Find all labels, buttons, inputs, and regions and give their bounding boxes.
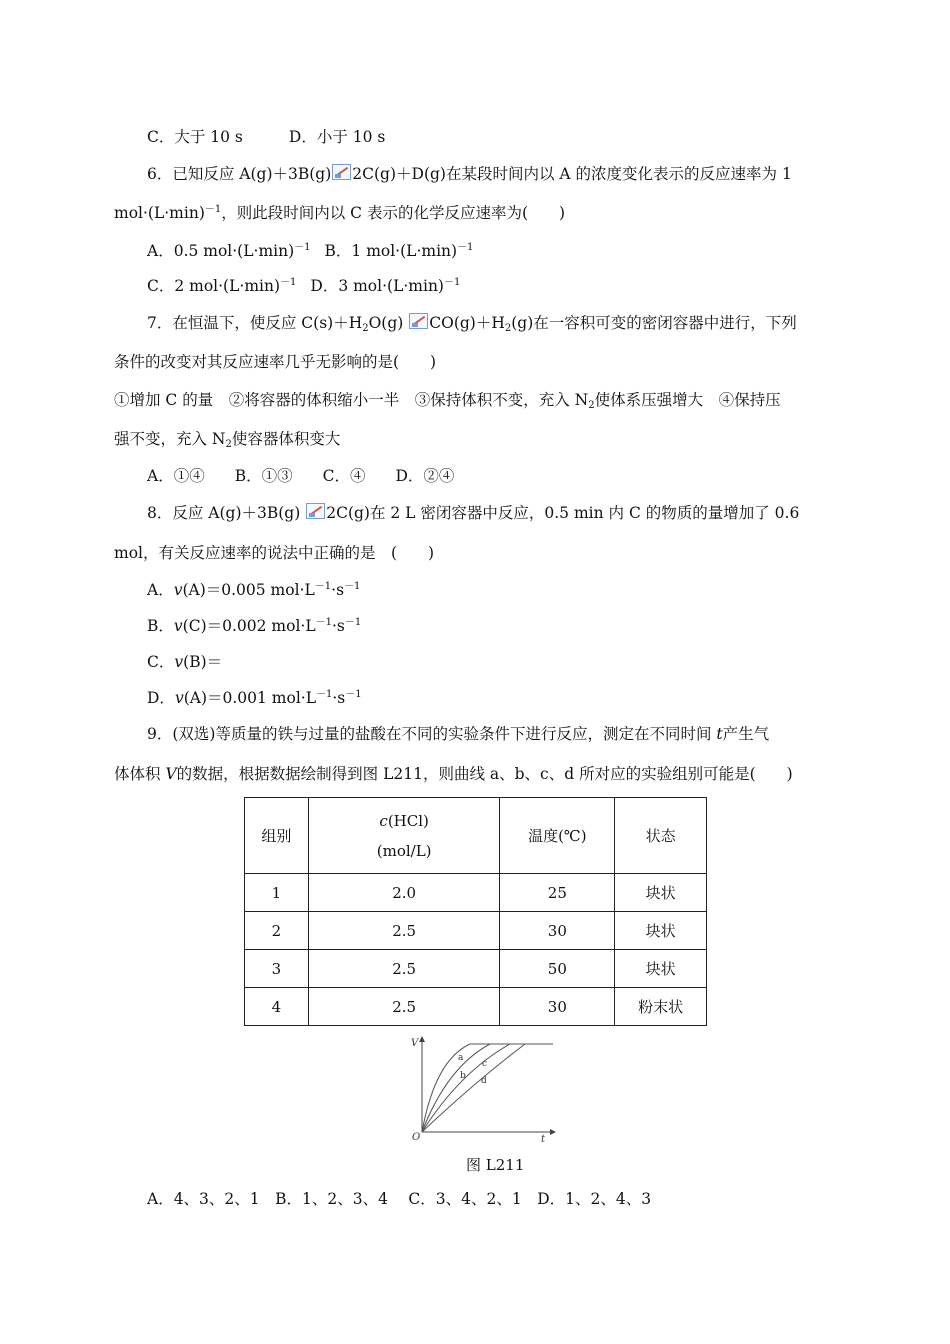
q8-stem-line1: 8．反应 A(g)＋3B(g) 2C(g)在 2 L 密闭容器中反应，0.5 min 内 C 的物质的量增加了 0.6 bbox=[147, 504, 800, 522]
q9-options: A．4、3、2、1 B．1、2、3、4 C．3、4、2、1 D．1、2、4、3 bbox=[147, 1190, 652, 1208]
curve-d bbox=[422, 1044, 553, 1132]
header-state: 状态 bbox=[615, 798, 707, 874]
q8-stem-line2: mol，有关反应速率的说法中正确的是 ( ) bbox=[114, 544, 435, 562]
equilibrium-arrow-icon bbox=[332, 164, 351, 180]
q8-option-c: C．v(B)＝ bbox=[147, 653, 223, 671]
q6-option-d: D．3 $mol\cdot(L\cdot\min)^{-1}$ bbox=[310, 277, 461, 295]
curve-b bbox=[422, 1044, 553, 1132]
curve-label-c: c bbox=[482, 1059, 488, 1069]
y-axis-label: V bbox=[411, 1038, 419, 1049]
table-row: 3 2.5 50 块状 bbox=[245, 950, 707, 988]
q6-option-b: B．1 $mol\cdot(L\cdot\min)^{-1}$ bbox=[324, 242, 474, 260]
q6-option-a: A．0.5 $mol\cdot(L\cdot\min)^{-1}$ bbox=[147, 242, 311, 260]
table-row: 4 2.5 30 粉末状 bbox=[245, 988, 707, 1026]
q5-option-d: D．小于 10 s bbox=[288, 128, 386, 146]
q7-stem-line2: 条件的改变对其反应速率几乎无影响的是( ) bbox=[114, 353, 437, 371]
q8-option-d: D．v(A)＝0.001 $mol\cdot L^{-1}\cdot s^{-1}$ bbox=[147, 689, 362, 707]
q6-option-c: C．2 $mol\cdot(L\cdot\min)^{-1}$ bbox=[147, 277, 297, 295]
q9-stem-line2: 体体积 V的数据，根据数据绘制得到图 L211，则曲线 a、b、c、d 所对应的实验组别可能是( ) bbox=[114, 765, 793, 783]
q8-option-a: A．v(A)＝0.005 $mol\cdot L^{-1}\cdot s^{-1}$ bbox=[147, 581, 361, 599]
equilibrium-arrow-icon bbox=[306, 503, 325, 519]
curve-label-a: a bbox=[458, 1053, 464, 1063]
q5-option-c: C．大于 10 s bbox=[147, 128, 243, 146]
curve-a bbox=[422, 1044, 553, 1132]
q7-option-d: D．②④ bbox=[395, 467, 455, 485]
q6-options-cd bbox=[147, 275, 460, 297]
q5-options bbox=[147, 126, 385, 148]
figure-caption: 图 L211 bbox=[466, 1156, 525, 1174]
q7-options bbox=[147, 465, 454, 487]
origin-label: O bbox=[412, 1132, 421, 1143]
q7-conditions-line1: ①增加 C 的量 ②将容器的体积缩小一半 ③保持体积不变，充入 $N_2$使体系压强增大 ④保持压 bbox=[114, 391, 781, 411]
q7-stem-line1: 7．在恒温下，使反应 $C(s)+H_2O(g)$ $CO(g)+H_2(g)$在一容积可变的密闭容器中进行，下列 bbox=[147, 314, 797, 334]
curve-label-d: d bbox=[481, 1076, 487, 1086]
volume-time-graph bbox=[405, 1032, 565, 1147]
q7-option-b: B．①③ bbox=[234, 467, 293, 485]
x-axis-label: t bbox=[541, 1134, 546, 1145]
header-concentration: c(HCl) (mol/L) bbox=[308, 798, 500, 874]
q6-stem-line2: $mol\cdot(L\cdot\min)^{-1}$，则此段时间内以 C 表示的化学反应速率为( ) bbox=[114, 204, 566, 222]
header-temperature: 温度(℃) bbox=[500, 798, 615, 874]
table-row: 1 2.0 25 块状 bbox=[245, 874, 707, 912]
equilibrium-arrow-icon bbox=[409, 313, 428, 329]
header-group: 组别 bbox=[245, 798, 309, 874]
q7-conditions-line2: 强不变，充入 $N_2$使容器体积变大 bbox=[114, 430, 341, 450]
q9-stem-line1: 9．(双选)等质量的铁与过量的盐酸在不同的实验条件下进行反应，测定在不同时间 t产生气 bbox=[147, 725, 770, 743]
curve-c bbox=[422, 1044, 553, 1132]
q7-option-c: C．④ bbox=[322, 467, 366, 485]
curve-label-b: b bbox=[460, 1071, 466, 1081]
q6-options-ab bbox=[147, 240, 473, 262]
q8-option-b: B．v(C)＝0.002 $mol\cdot L^{-1}\cdot s^{-1}$ bbox=[147, 617, 362, 635]
experiment-table bbox=[244, 797, 707, 1026]
q6-stem-line1: 6．已知反应 A(g)＋3B(g) 2C(g)＋D(g)在某段时间内以 A 的浓度变化表示的反应速率为 1 bbox=[147, 165, 792, 183]
table-header-row bbox=[245, 798, 707, 874]
table-row: 2 2.5 30 块状 bbox=[245, 912, 707, 950]
q7-option-a: A．①④ bbox=[147, 467, 205, 485]
